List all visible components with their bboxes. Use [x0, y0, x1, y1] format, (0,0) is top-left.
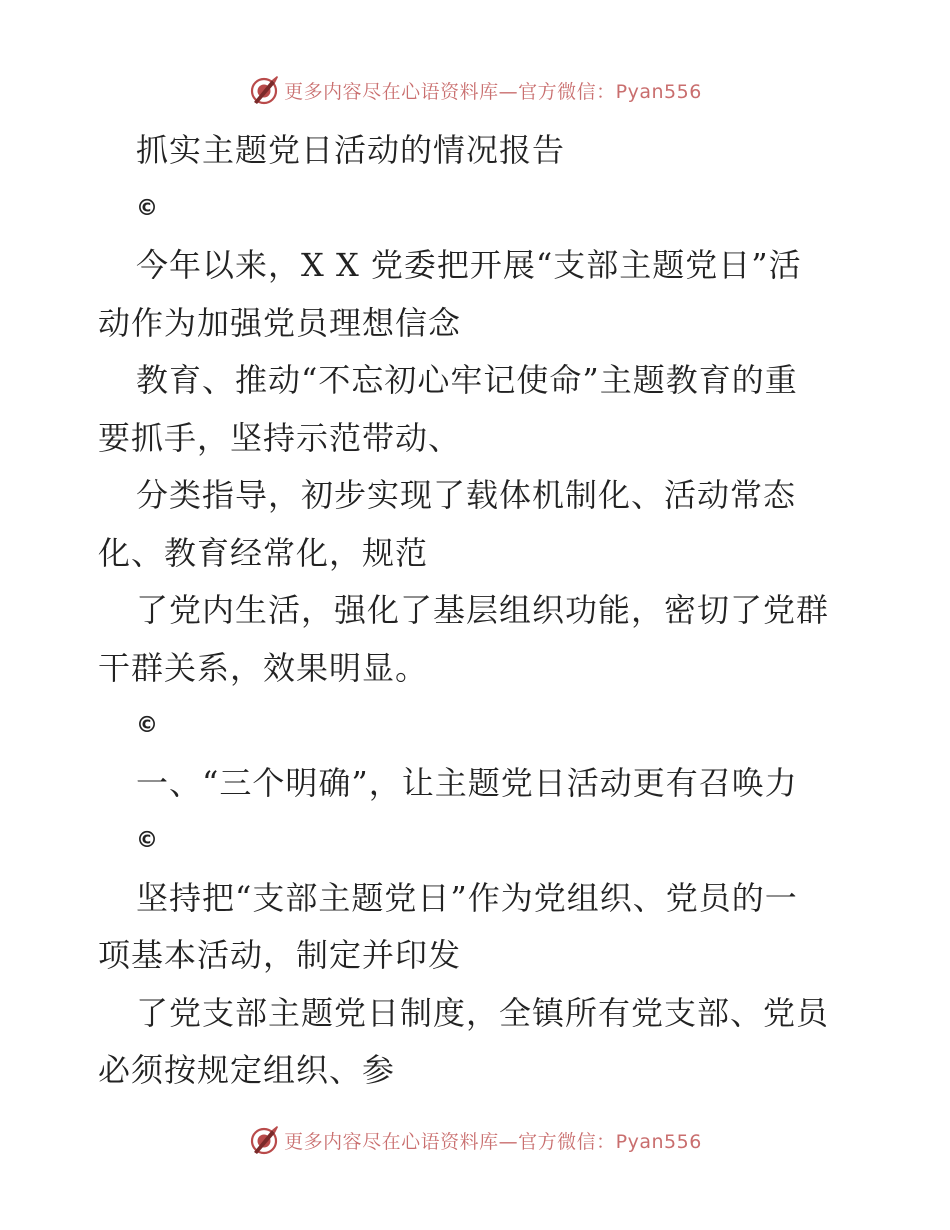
paragraph-line: 教育、推动“不忘初心牢记使命”主题教育的重 [136, 361, 798, 399]
paragraph-line: 今年以来，X X 党委把开展“支部主题党日”活 [136, 246, 802, 284]
paragraph-mark: © [136, 195, 159, 221]
paragraph-line: 必须按规定组织、参 [98, 1051, 396, 1089]
paragraph-line: 分类指导，初步实现了载体机制化、活动常态 [136, 476, 797, 514]
header-watermark [0, 70, 950, 110]
watermark-text: 更多内容尽在心语资料库—官方微信：Pyan556 [284, 1130, 702, 1153]
document-title: 抓实主题党日活动的情况报告 [136, 131, 566, 169]
section-heading: 一、“三个明确”，让主题党日活动更有召唤力 [136, 763, 798, 802]
paragraph-line: 化、教育经常化，规范 [98, 533, 429, 572]
paragraph-line: 了党支部主题党日制度，全镇所有党支部、党员 [136, 993, 830, 1032]
document-body [98, 122, 858, 1100]
paragraph-line: 干群关系，效果明显。 [98, 648, 429, 687]
paragraph-line: 了党内生活，强化了基层组织功能，密切了党群 [136, 591, 830, 629]
paragraph-line: 动作为加强党员理想信念 [98, 303, 462, 342]
paragraph-line: 坚持把“支部主题党日”作为党组织、党员的一 [136, 878, 798, 917]
paragraph-line: 项基本活动，制定并印发 [98, 936, 462, 974]
paragraph-mark: © [136, 828, 159, 853]
watermark-text: 更多内容尽在心语资料库—官方微信：Pyan556 [284, 80, 702, 103]
paragraph-mark: © [136, 713, 159, 738]
pen-logo-icon [248, 74, 280, 106]
footer-watermark [0, 1120, 950, 1160]
paragraph-line: 要抓手，坚持示范带动、 [98, 418, 462, 457]
pen-logo-icon [248, 1124, 280, 1156]
